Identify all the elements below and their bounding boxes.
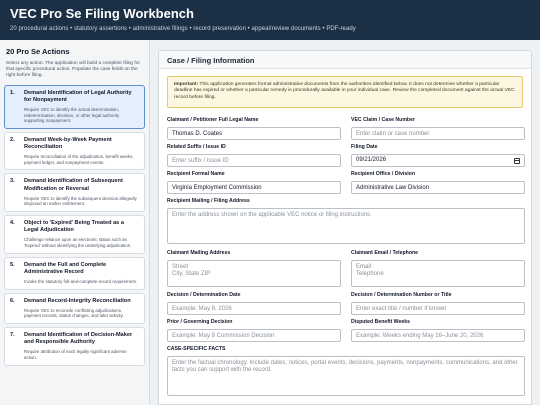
claimant-name-field	[167, 117, 341, 140]
recipient-office-input[interactable]: Administrative Law Division	[351, 181, 525, 194]
telephone-placeholder: Telephone	[356, 271, 384, 277]
recipient-office-label: Recipient Office / Division	[351, 171, 415, 177]
recipient-address-label: Recipient Mailing / Filing Address	[167, 198, 250, 204]
recipient-office-field	[351, 171, 525, 194]
action-label: Demand Identification of Decision-Maker and Responsible Authority	[24, 331, 133, 346]
notice-label: Important:	[174, 82, 199, 87]
action-label: Demand Record-Integrity Reconciliation	[24, 297, 131, 304]
panel-title: Case / Filing Information	[159, 51, 531, 69]
sidebar-title: 20 Pro Se Actions	[6, 47, 70, 56]
action-item-5[interactable]	[4, 257, 145, 290]
app-header	[0, 0, 540, 40]
action-description: Require reconciliation of the adjudication, benefit weeks, payment ledger, and nonpayment events.	[24, 154, 134, 165]
action-description: Require VEC to reconcile conflicting adjudications, payment records, status changes, and later activity.	[24, 307, 124, 319]
suffix-input[interactable]: Enter suffix / issue ID	[167, 154, 341, 167]
action-number: 3.	[10, 178, 15, 185]
decision-date-input[interactable]: Example: May 8, 2026	[167, 302, 341, 315]
decision-date-label: Decision / Determination Date	[167, 292, 241, 298]
claimant-address-input[interactable]	[167, 260, 341, 287]
decision-date-field	[167, 292, 341, 315]
disputed-weeks-label: Disputed Benefit Weeks	[351, 319, 410, 325]
claimant-address-label: Claimant Mailing Address	[167, 250, 231, 256]
case-facts-label: CASE-SPECIFIC FACTS	[167, 346, 226, 352]
action-label: Demand Identification of Subsequent Modification or Reversal	[24, 178, 123, 192]
important-notice	[167, 76, 523, 108]
recipient-address-input[interactable]: Enter the address shown on the applicable VEC notice or filing instructions.	[167, 208, 525, 244]
action-number: 4.	[10, 219, 15, 226]
action-number: 6.	[10, 297, 15, 304]
action-description: Challenge reliance upon an electronic status such as 'Expired' without identifying the underlying adjudication.	[24, 237, 132, 248]
claimant-contact-field	[351, 250, 525, 287]
prior-decision-field	[167, 319, 341, 342]
action-label: Demand Identification of Legal Authority for Nonpayment	[24, 89, 132, 103]
action-number: 5.	[10, 261, 15, 268]
email-placeholder: Email	[356, 264, 372, 270]
decision-number-label: Decision / Determination Number or Title	[351, 292, 452, 298]
filing-date-field	[351, 144, 525, 167]
recipient-name-field	[167, 171, 341, 194]
action-number: 7.	[10, 331, 15, 338]
claimant-contact-label: Claimant Email / Telephone	[351, 250, 419, 256]
notice-text: This application generates formal administrative documents from the authorities identified below. It does not determine whether a particular deadline has expired or whether a particular remedy is procedurally available in your individual case. Review the completed document against the actual VEC record before filing.	[174, 82, 515, 100]
claim-number-field	[351, 117, 525, 140]
disputed-weeks-field	[351, 319, 525, 342]
action-description: Invoke the statutory full-and-complete-record requirement.	[24, 278, 137, 284]
filing-date-input[interactable]	[351, 154, 525, 167]
action-description: Require VEC to identify the subsequent decision allegedly disposed an earlier entitlement.	[24, 195, 137, 207]
action-item-3[interactable]	[4, 173, 145, 212]
disputed-weeks-input[interactable]: Example: Weeks ending May 16–June 20, 2026	[351, 329, 525, 342]
action-label: Demand the Full and Complete Administrative Record	[24, 261, 107, 275]
action-item-4[interactable]	[4, 215, 145, 254]
suffix-label: Related Suffix / Issue ID	[167, 144, 226, 150]
action-description: Require VEC to identify the actual determination, redetermination, decision, or other legal authority supporting nonpayment.	[24, 107, 120, 124]
actions-sidebar	[0, 40, 150, 405]
app-title: VEC Pro Se Filing Workbench	[10, 6, 194, 21]
city-placeholder: City, State ZIP	[172, 271, 211, 277]
claim-number-input[interactable]: Enter claim or case number	[351, 127, 525, 140]
claimant-address-field	[167, 250, 341, 287]
claim-number-label: VEC Claim / Case Number	[351, 117, 416, 123]
action-item-7[interactable]	[4, 327, 145, 366]
claimant-contact-input[interactable]	[351, 260, 525, 287]
claimant-name-label: Claimant / Petitioner Full Legal Name	[167, 117, 259, 123]
prior-decision-input[interactable]: Example: May 8 Commission Decision	[167, 329, 341, 342]
prior-decision-label: Prior / Governing Decision	[167, 319, 233, 325]
case-facts-field	[167, 346, 525, 396]
decision-number-field	[351, 292, 525, 315]
claimant-name-input[interactable]: Thomas D. Coates	[167, 127, 341, 140]
action-item-6[interactable]	[4, 293, 145, 324]
app-subtitle: 20 procedural actions • statutory assertions • administrative filings • record preservation • appeal/review documents • PDF-ready	[10, 26, 356, 32]
filing-date-value: 09/21/2026	[356, 157, 387, 163]
sidebar-description: Select any action. The application will build a complete filing for that specific procedural action. Populate the case fields on the right before filing.	[6, 61, 141, 79]
filing-date-label: Filing Date	[351, 144, 378, 150]
recipient-name-label: Recipient Formal Name	[167, 171, 225, 177]
suffix-field	[167, 144, 341, 167]
action-description: Require attribution of each legally significant adverse action.	[24, 349, 127, 360]
recipient-address-field	[167, 198, 525, 244]
case-facts-input[interactable]: Enter the factual chronology. Include dates, notices, portal events, decisions, payments, nonpayments, communications, and other facts you can support with the record.	[167, 356, 525, 396]
case-info-panel	[158, 50, 532, 405]
recipient-name-input[interactable]: Virginia Employment Commission	[167, 181, 341, 194]
street-placeholder: Street	[172, 264, 189, 270]
action-number: 1.	[10, 89, 15, 96]
action-label: Object to 'Expired' Being Treated as a Legal Adjudication	[24, 219, 124, 234]
calendar-icon[interactable]	[514, 158, 520, 164]
action-number: 2.	[10, 136, 15, 143]
decision-number-input[interactable]: Enter exact title / number if known	[351, 302, 525, 315]
action-item-1[interactable]	[4, 85, 145, 129]
action-label: Demand Week-by-Week Payment Reconciliation	[24, 136, 112, 150]
action-item-2[interactable]	[4, 132, 145, 171]
